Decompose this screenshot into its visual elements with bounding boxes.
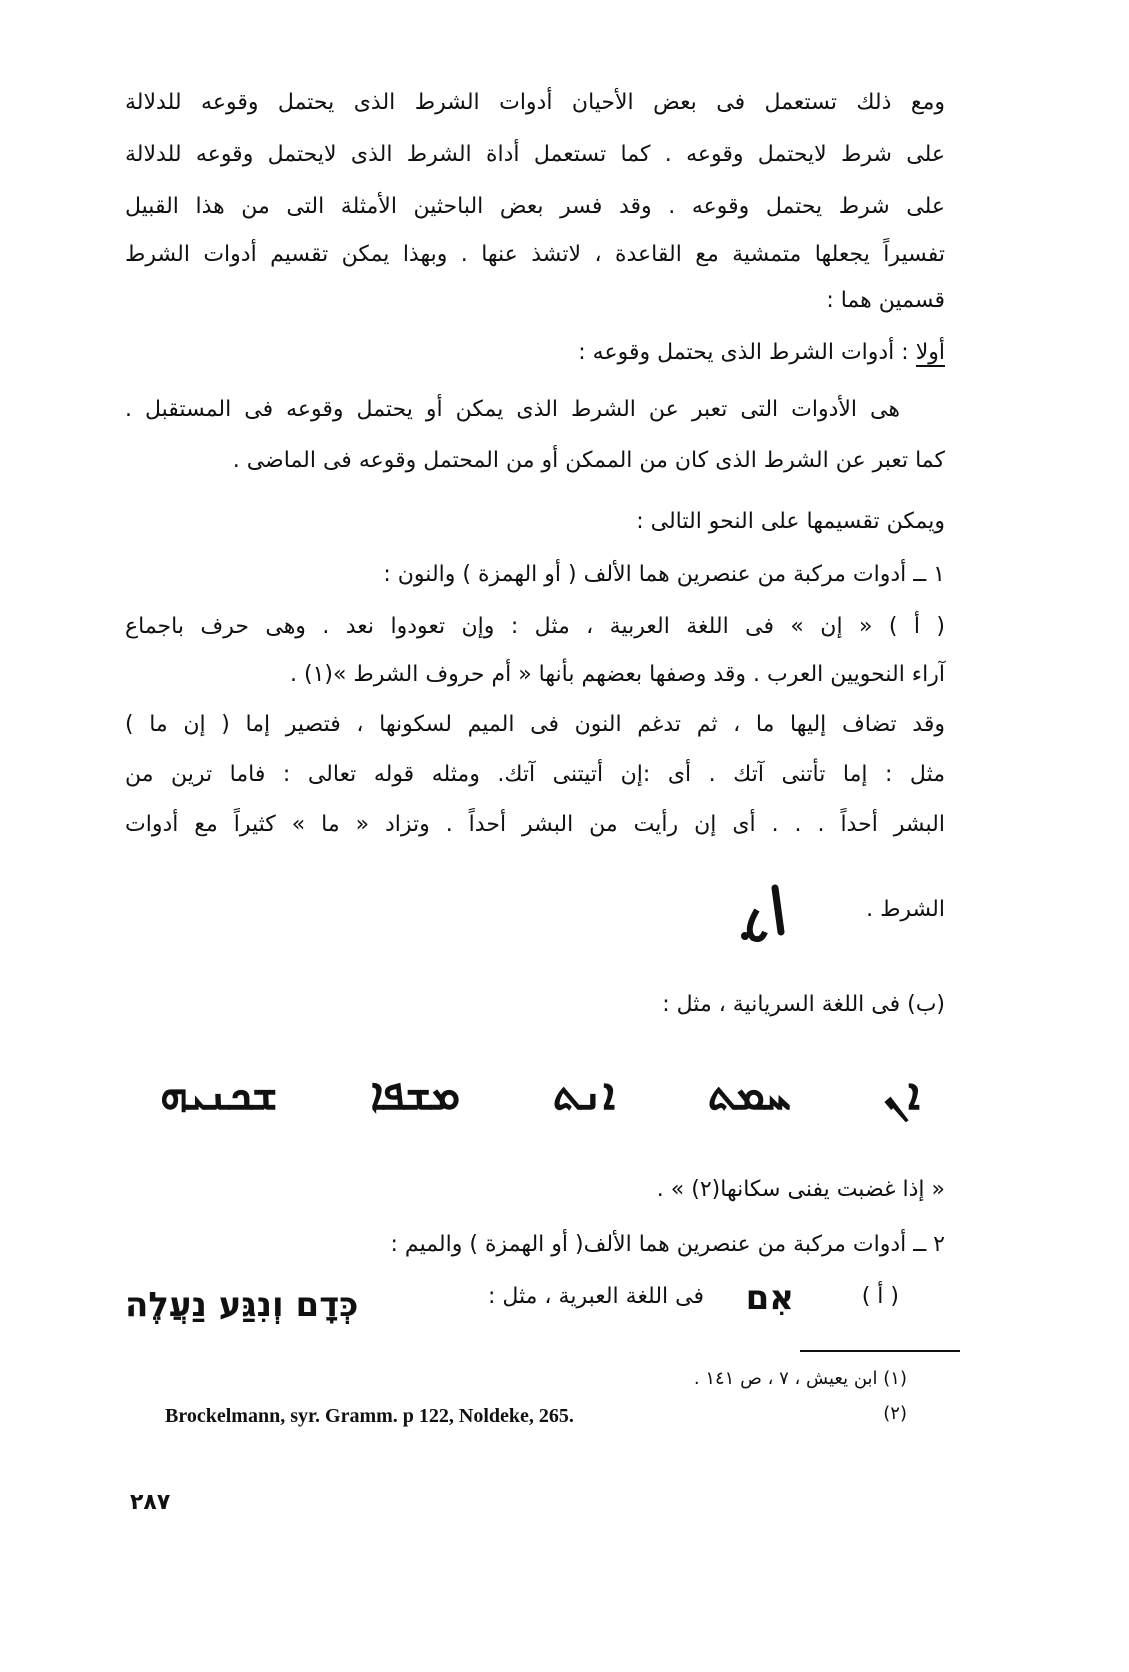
handwritten-mark-icon (735, 880, 805, 950)
syriac-intro: (ب) فى اللغة السريانية ، مثل : (662, 992, 945, 1017)
text-line: على شرط لايحتمل وقوعه . كما تستعمل أداة الشرط الذى لايحتمل وقوعه للدلالة (125, 142, 945, 167)
hebrew-label: ( أ ) (861, 1284, 899, 1309)
footnote-2-marker: (٢) (883, 1403, 907, 1424)
hebrew-example: כְּדָם וְנִגַּע נַעֲלֶה (125, 1285, 359, 1325)
heading-first-word: أولا (915, 340, 945, 365)
text-line: ١ ــ أدوات مركبة من عنصرين هما الألف ( أو الهمزة ) والنون : (383, 562, 945, 587)
footnote-divider (800, 1350, 960, 1352)
footnote-1: (١) ابن يعيش ، ٧ ، ص ١٤١ . (693, 1368, 907, 1389)
page-number: ٢٨٧ (130, 1490, 171, 1515)
footnote-2-text: Brockelmann, syr. Gramm. p 122, Noldeke, 265. (165, 1405, 574, 1427)
text-line: ومع ذلك تستعمل فى بعض الأحيان أدوات الشرط الذى يحتمل وقوعه للدلالة (125, 90, 945, 115)
text-line: ٢ ــ أدوات مركبة من عنصرين هما الألف( أو الهمزة ) والميم : (390, 1232, 945, 1257)
text-line: ويمكن تقسيمها على النحو التالى : (636, 509, 945, 534)
syriac-example: ܐܢ ܚܡܬ ܐܢܬ ܡܫܦܐ ܫܟܢܝܗ (160, 1069, 920, 1120)
syriac-translation: « إذا غضبت يفنى سكانها(٢) » . (656, 1177, 945, 1202)
hebrew-intro: فى اللغة العبرية ، مثل : (487, 1284, 704, 1309)
hebrew-word: אִם (745, 1278, 794, 1318)
text-line: البشر أحداً . . . أى إن رأيت من البشر أحداً . وتزاد « ما » كثيراً مع أدوات (125, 812, 945, 837)
text-line: الشرط . (866, 897, 945, 922)
section-heading (578, 336, 945, 370)
text-line: على شرط يحتمل وقوعه . وقد فسر بعض الباحثين الأمثلة التى من هذا القبيل (125, 194, 945, 219)
heading-rest: : أدوات الشرط الذى يحتمل وقوعه : (578, 340, 916, 365)
text-line: هى الأدوات التى تعبر عن الشرط الذى يمكن أو يحتمل وقوعه فى المستقبل . (125, 397, 900, 422)
text-line: آراء النحويين العرب . وقد وصفها بعضهم بأنها « أم حروف الشرط »(١) . (289, 662, 945, 687)
text-line: كما تعبر عن الشرط الذى كان من الممكن أو من المحتمل وقوعه فى الماضى . (232, 448, 945, 473)
text-line: قسمين هما : (826, 288, 945, 313)
text-line: وقد تضاف إليها ما ، ثم تدغم النون فى الميم لسكونها ، فتصير إما ( إن ما ) (125, 712, 945, 737)
text-line: ( أ ) « إن » فى اللغة العربية ، مثل : وإن تعودوا نعد . وهى حرف باجماع (125, 614, 945, 639)
text-line: مثل : إما تأتنى آتك . أى :إن أتيتنى آتك. ومثله قوله تعالى : فاما ترين من (125, 762, 945, 787)
text-line: تفسيراً يجعلها متمشية مع القاعدة ، لاتشذ عنها . وبهذا يمكن تقسيم أدوات الشرط (125, 242, 945, 267)
